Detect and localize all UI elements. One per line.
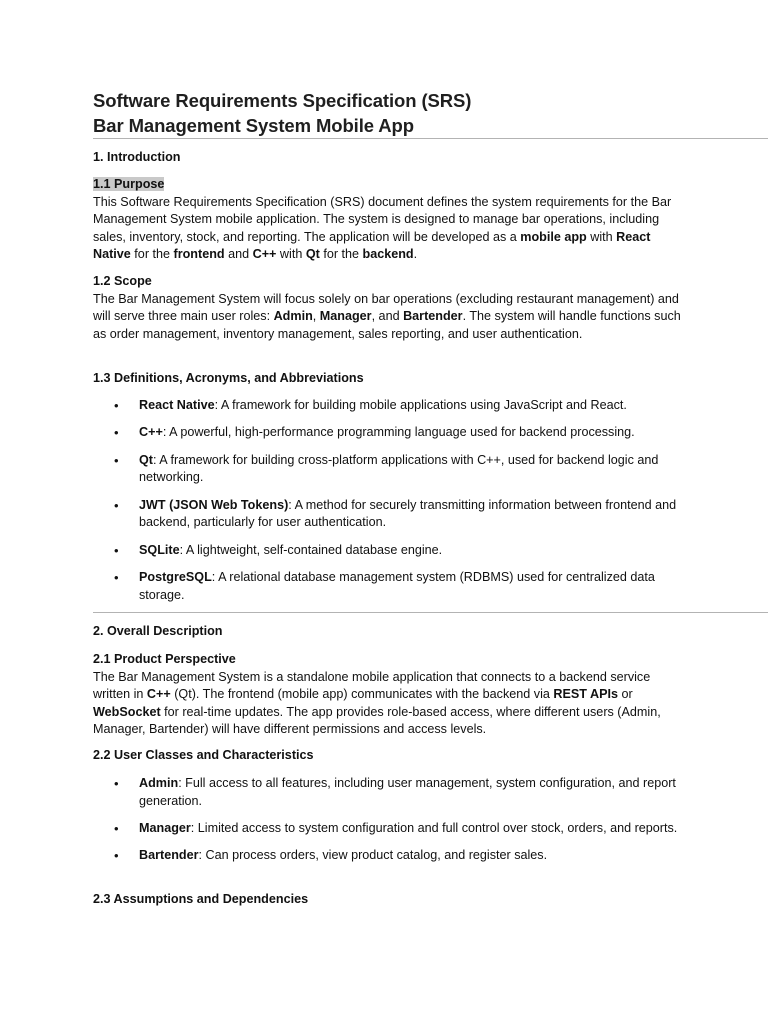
scope-heading: 1.2 Scope bbox=[93, 274, 152, 288]
text-run: , and bbox=[371, 309, 404, 324]
bullet-icon: • bbox=[114, 820, 119, 836]
list-item bbox=[114, 497, 686, 532]
perspective-paragraph bbox=[93, 669, 683, 739]
section-purpose bbox=[93, 176, 683, 264]
text-run: with bbox=[276, 247, 306, 262]
bullet-icon: • bbox=[114, 542, 119, 558]
bold-term: Manager bbox=[319, 309, 372, 324]
list-item-term: SQLite bbox=[139, 542, 180, 557]
title-line-2: Bar Management System Mobile App bbox=[93, 115, 414, 136]
perspective-heading: 2.1 Product Perspective bbox=[93, 652, 236, 666]
definitions-heading: 1.3 Definitions, Acronyms, and Abbreviations bbox=[93, 371, 364, 385]
list-item-term: Bartender bbox=[139, 848, 199, 863]
scope-paragraph bbox=[93, 291, 683, 344]
title-divider bbox=[93, 138, 768, 139]
bold-term: backend bbox=[362, 247, 414, 262]
text-run: or bbox=[618, 687, 633, 702]
text-run: The Bar Management System will focus solely on bar operations (excluding restaurant management) and will serve three main user roles: bbox=[93, 291, 679, 324]
purpose-paragraph bbox=[93, 194, 683, 264]
bold-term: REST APIs bbox=[553, 687, 619, 702]
text-run: (Qt). The frontend (mobile app) communicates with the backend via bbox=[170, 687, 554, 702]
user-classes-list bbox=[114, 775, 686, 865]
list-item-description: : Full access to all features, including user management, system configuration, and report generation. bbox=[139, 776, 676, 808]
section-product-perspective bbox=[93, 651, 683, 739]
bold-term: C++ bbox=[146, 687, 171, 702]
bold-term: Bartender bbox=[403, 309, 463, 324]
text-run: . The system will handle functions such as order management, inventory management, sales reporting, and user authentication. bbox=[93, 309, 681, 341]
list-item-description: : A framework for building mobile applications using JavaScript and React. bbox=[214, 398, 627, 412]
text-run: and bbox=[224, 247, 253, 262]
list-item-description: : A framework for building cross-platform applications with C++, used for backend logic and networking. bbox=[139, 452, 659, 485]
assumptions-heading: 2.3 Assumptions and Dependencies bbox=[93, 892, 309, 906]
bold-term: Qt bbox=[305, 247, 320, 262]
bullet-icon: • bbox=[114, 848, 119, 864]
list-item-description: : Can process orders, view product catalog, and register sales. bbox=[198, 848, 548, 863]
text-run: for real-time updates. The app provides role-based access, where different users (Admin, Manager, Bartender) will have different permissions and access levels. bbox=[93, 704, 661, 737]
list-item-description: : A relational database management system (RDBMS) used for centralized data storage. bbox=[139, 570, 655, 602]
section-divider bbox=[93, 612, 768, 613]
bold-term: mobile app bbox=[520, 229, 587, 244]
list-item bbox=[114, 424, 686, 442]
section-scope bbox=[93, 273, 683, 343]
list-item-term: Admin bbox=[139, 776, 179, 790]
bold-term: frontend bbox=[173, 247, 225, 262]
text-run: . bbox=[413, 247, 418, 262]
bullet-icon: • bbox=[114, 398, 119, 413]
document-title bbox=[93, 88, 471, 138]
text-run: for the bbox=[319, 247, 363, 262]
list-item-term: React Native bbox=[139, 398, 215, 412]
text-run: , bbox=[312, 309, 320, 324]
bold-term: React Native bbox=[93, 229, 651, 262]
section-introduction-heading: 1. Introduction bbox=[93, 150, 181, 164]
list-item bbox=[114, 542, 686, 560]
list-item-term: Manager bbox=[139, 820, 191, 835]
bullet-icon: • bbox=[114, 570, 119, 586]
text-run: with bbox=[586, 229, 617, 244]
purpose-heading: 1.1 Purpose bbox=[93, 177, 165, 191]
section-overall-heading: 2. Overall Description bbox=[93, 624, 223, 638]
list-item bbox=[114, 775, 686, 810]
list-item bbox=[114, 452, 686, 487]
text-run: for the bbox=[130, 247, 174, 262]
bold-term: Admin bbox=[273, 309, 313, 324]
bullet-icon: • bbox=[114, 425, 119, 441]
bullet-icon: • bbox=[114, 497, 119, 513]
list-item-description: : Limited access to system configuration and full control over stock, orders, and reports. bbox=[190, 820, 678, 835]
bold-term: WebSocket bbox=[93, 704, 161, 719]
list-item bbox=[114, 820, 686, 838]
list-item-term: PostgreSQL bbox=[139, 570, 212, 585]
bullet-icon: • bbox=[114, 776, 119, 791]
user-classes-heading: 2.2 User Classes and Characteristics bbox=[93, 748, 314, 762]
list-item bbox=[114, 569, 686, 604]
list-item-term: C++ bbox=[139, 425, 163, 440]
list-item bbox=[114, 397, 686, 415]
title-line-1: Software Requirements Specification (SRS) bbox=[93, 90, 472, 111]
list-item-description: : A powerful, high-performance programming language used for backend processing. bbox=[162, 425, 635, 440]
list-item-description: : A lightweight, self-contained database engine. bbox=[179, 542, 443, 557]
list-item-term: Qt bbox=[139, 452, 153, 467]
definitions-list bbox=[114, 397, 686, 604]
bullet-icon: • bbox=[114, 452, 119, 468]
list-item-description: : A method for securely transmitting information between frontend and backend, particularly for user authentication. bbox=[139, 497, 677, 530]
bold-term: C++ bbox=[252, 247, 277, 262]
text-run: The Bar Management System is a standalone mobile application that connects to a backend service written in bbox=[93, 669, 651, 702]
text-run: This Software Requirements Specification (SRS) document defines the system requirements for the Bar Management System mobile application. The system is designed to manage bar operations, including sales, inventory, stock, and reporting. The application will be developed as a bbox=[93, 194, 672, 244]
list-item-term: JWT (JSON Web Tokens) bbox=[139, 497, 289, 512]
list-item bbox=[114, 847, 686, 865]
